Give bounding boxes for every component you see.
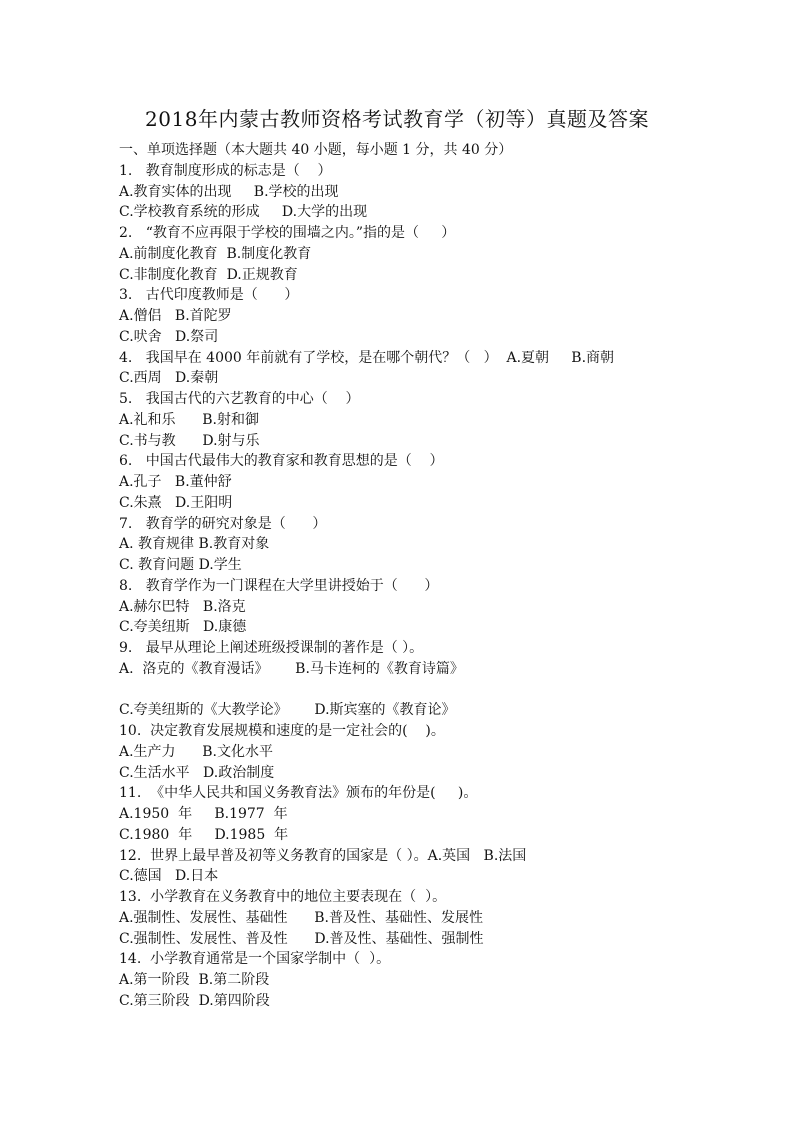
question-11-options-cd: C.1980 年 D.1985 年 [119,826,289,843]
question-8: 8. 教育学作为一门课程在大学里讲授始于（ ） [119,577,439,594]
question-4-options-cd: C.西周 D.秦朝 [119,370,219,387]
question-9: 9. 最早从理论上阐述班级授课制的著作是（ ）。 [119,640,424,656]
question-7: 7. 教育学的研究对象是（ ） [119,515,327,532]
question-7-options-ab: A. 教育规律 B.教育对象 [119,536,270,553]
question-1-options-ab: A.教育实体的出现 B.学校的出现 [119,183,339,200]
question-12-options-cd: C.德国 D.日本 [119,868,219,885]
question-3-options-ab: A.僧侣 B.首陀罗 [119,308,232,324]
document-title: 2018年内蒙古教师资格考试教育学（初等）真题及答案 [145,107,649,131]
section-heading: 一、单项选择题（本大题共 40 小题，每小题 1 分，共 40 分） [119,142,513,158]
blank-line [119,680,759,701]
question-8-options-cd: C.夸美纽斯 D.康德 [119,619,247,636]
question-2-options-cd: C.非制度化教育 D.正规教育 [119,266,298,283]
question-8-options-ab: A.赫尔巴特 B.洛克 [119,598,246,615]
question-2-options-ab: A.前制度化教育 B.制度化教育 [119,245,312,262]
question-14: 14. 小学教育通常是一个国家学制中（ ）。 [119,951,391,968]
question-5: 5. 我国古代的六艺教育的中心（ ） [119,391,360,407]
question-13-options-cd: C.强制性、发展性、普及性 D.普及性、基础性、强制性 [119,930,484,947]
question-1: 1. 教育制度形成的标志是（ ） [119,162,332,179]
document-body [119,140,759,1012]
question-1-options-cd: C.学校教育系统的形成 D.大学的出现 [119,204,368,221]
question-5-options-cd: C.书与教 D.射与乐 [119,432,260,449]
question-6-options-ab: A.孔子 B.董仲舒 [119,474,232,490]
question-9-options-ab: A. 洛克的《教育漫话》 B.马卡连柯的《教育诗篇》 [119,660,464,677]
question-10-options-ab: A.生产力 B.文化水平 [119,743,273,760]
question-14-options-ab: A.第一阶段 B.第二阶段 [119,972,270,988]
question-10: 10. 决定教育发展规模和速度的是一定社会的( )。 [119,723,445,739]
question-12: 12. 世界上最早普及初等义务教育的国家是（ ）。A.英国 B.法国 [119,847,527,864]
question-6: 6. 中国古代最伟大的教育家和教育思想的是（ ） [119,453,444,470]
question-13-options-ab: A.强制性、发展性、基础性 B.普及性、基础性、发展性 [119,909,483,926]
question-13: 13. 小学教育在义务教育中的地位主要表现在（ ）。 [119,889,447,905]
question-10-options-cd: C.生活水平 D.政治制度 [119,764,275,781]
question-6-options-cd: C.朱熹 D.王阳明 [119,494,233,511]
question-11-options-ab: A.1950 年 B.1977 年 [119,806,288,822]
question-9-options-cd: C.夸美纽斯的《大教学论》 D.斯宾塞的《教育论》 [119,702,456,719]
question-4: 4. 我国早在 4000 年前就有了学校，是在哪个朝代？（ ） A.夏朝 B.商朝 [119,349,615,366]
question-3-options-cd: C.吠舍 D.祭司 [119,328,219,345]
question-11: 11. 《中华人民共和国义务教育法》颁布的年份是( )。 [119,785,478,802]
question-7-options-cd: C. 教育问题 D.学生 [119,557,242,573]
question-3: 3. 古代印度教师是（ ） [119,287,299,304]
question-5-options-ab: A.礼和乐 B.射和御 [119,411,259,428]
question-2: 2. “教育不应再限于学校的围墙之内。”指的是（ ） [119,225,456,241]
question-14-options-cd: C.第三阶段 D.第四阶段 [119,992,270,1009]
